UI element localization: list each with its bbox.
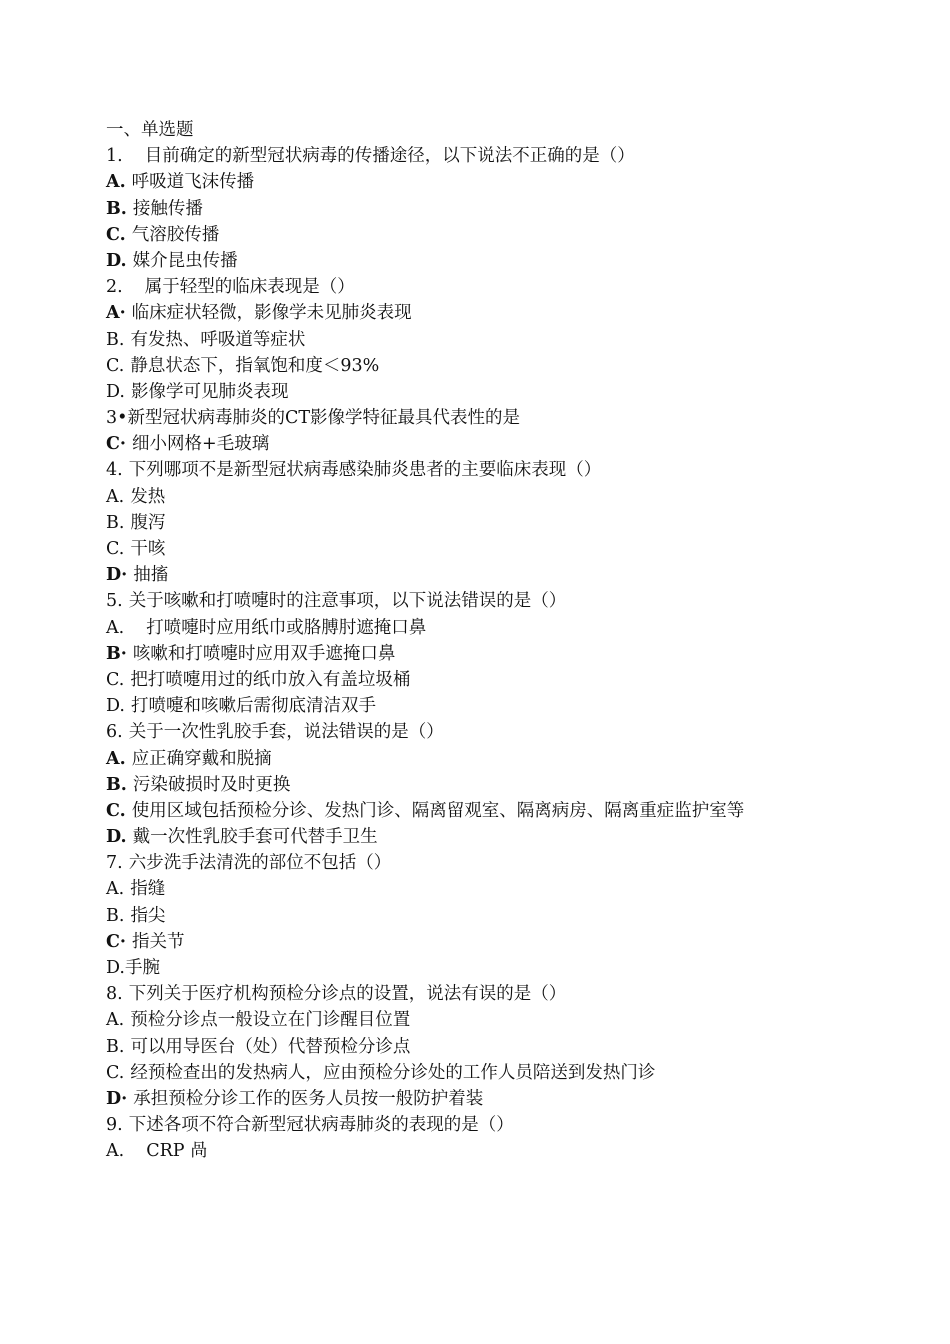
document-line (106, 379, 836, 405)
line-text: 指缝 (130, 879, 166, 900)
question-text: 六步洗手法清洗的部位不包括（） (128, 853, 392, 874)
document-line (106, 248, 836, 274)
line-text: 应正确穿戴和脱摘 (131, 748, 272, 769)
option-marker: A. (106, 748, 126, 769)
line-text: 经预检查出的发热病人，应由预检分诊处的工作人员陪送到发热门诊 (130, 1062, 656, 1083)
document-line (106, 300, 836, 326)
document-line (106, 693, 836, 719)
document-line (106, 903, 836, 929)
document-line (106, 667, 836, 693)
line-text: 临床症状轻微，影像学未见肺炎表现 (131, 303, 412, 324)
line-text: 指关节 (132, 931, 185, 952)
line-text: 干咳 (130, 539, 166, 559)
document-line (106, 955, 836, 981)
question-line (106, 588, 836, 614)
option-marker: A. (106, 617, 125, 638)
line-text: D.手腕 (106, 958, 160, 979)
line-text: 打喷嚏和咳嗽后需彻底清洁双手 (130, 696, 376, 717)
document-line (106, 484, 836, 510)
document-line (106, 615, 836, 641)
line-text: CRP 咼 (146, 1141, 208, 1162)
question-number: 9. (106, 1115, 123, 1136)
question-line (106, 1112, 836, 1138)
question-text: 关于咳嗽和打喷嚏时的注意事项，以下说法错误的是（） (128, 591, 567, 612)
question-number: 4. (106, 460, 123, 481)
line-text: 接触传播 (132, 198, 203, 219)
document-line (106, 405, 836, 431)
line-text: 一、单选题 (106, 120, 194, 140)
option-marker: A. (106, 486, 125, 507)
line-text: 3•新型冠状病毒肺炎的CT影像学特征最具代表性的是 (106, 408, 521, 429)
line-text: 呼吸道飞沫传播 (131, 172, 255, 193)
question-line (106, 850, 836, 876)
document-line (106, 798, 836, 824)
option-marker: B. (106, 1036, 125, 1057)
option-marker: A. (106, 879, 125, 900)
line-text: 媒介昆虫传播 (132, 250, 238, 271)
document-line (106, 117, 836, 143)
question-line (106, 274, 836, 300)
document-line (106, 746, 836, 772)
question-text: 属于轻型的临床表现是（） (144, 277, 355, 298)
question-line (106, 143, 836, 169)
question-number: 7. (106, 853, 123, 874)
document-line (106, 641, 836, 667)
question-line (106, 981, 836, 1007)
option-marker: B. (106, 905, 125, 926)
option-marker: A. (106, 1141, 125, 1162)
option-marker: A. (106, 1010, 125, 1031)
option-marker: C. (106, 1062, 125, 1083)
document-line (106, 1138, 836, 1164)
document-line (106, 1034, 836, 1060)
option-marker: C· (106, 931, 127, 952)
option-marker: D· (106, 565, 128, 586)
line-text: 污染破损时及时更换 (132, 774, 291, 795)
question-text: 下列哪项不是新型冠状病毒感染肺炎患者的主要临床表现（） (128, 460, 602, 481)
option-marker: A. (106, 172, 126, 193)
line-text: 可以用导医台（处）代替预检分诊点 (130, 1036, 411, 1057)
document-line (106, 1007, 836, 1033)
line-text: 气溶胶传播 (131, 224, 220, 245)
option-marker: B. (106, 198, 127, 219)
line-text: 使用区域包括预检分诊、发热门诊、隔离留观室、隔离病房、隔离重症监护室等 (131, 800, 745, 821)
question-number: 6. (106, 722, 123, 743)
option-marker: C. (106, 669, 125, 690)
document-line (106, 929, 836, 955)
document-line (106, 1060, 836, 1086)
question-text: 下列关于医疗机构预检分诊点的设置，说法有误的是（） (128, 984, 567, 1005)
document-body (106, 117, 836, 1165)
document-line (106, 824, 836, 850)
option-marker: D. (106, 696, 125, 717)
line-text: 预检分诊点一般设立在门诊醒目位置 (130, 1010, 411, 1031)
question-number: 1. (106, 146, 123, 167)
line-text: 有发热、呼吸道等症状 (130, 329, 306, 350)
option-marker: D. (106, 381, 125, 402)
document-line (106, 876, 836, 902)
option-marker: D. (106, 250, 127, 271)
question-line (106, 719, 836, 745)
line-text: 咳嗽和打喷嚏时应用双手遮掩口鼻 (132, 643, 396, 664)
option-marker: C· (106, 434, 127, 455)
line-text: 戴一次性乳胶手套可代替手卫生 (132, 827, 378, 848)
line-text: 抽搐 (133, 565, 169, 586)
question-number: 2. (106, 277, 123, 298)
option-marker: D· (106, 1088, 128, 1109)
question-number: 5. (106, 591, 123, 612)
option-marker: D. (106, 827, 127, 848)
line-text: 腹泻 (130, 512, 166, 533)
line-text: 承担预检分诊工作的医务人员按一般防护着装 (133, 1088, 484, 1109)
document-line (106, 222, 836, 248)
option-marker: C. (106, 539, 125, 559)
document-line (106, 1086, 836, 1112)
option-marker: B. (106, 329, 125, 350)
question-text: 关于一次性乳胶手套，说法错误的是（） (128, 722, 444, 743)
line-text: 指尖 (130, 905, 166, 926)
line-text: 发热 (130, 486, 166, 507)
document-line (106, 169, 836, 195)
document-line (106, 772, 836, 798)
document-line (106, 431, 836, 457)
line-text: 把打喷嚏用过的纸巾放入有盖垃圾桶 (130, 669, 411, 690)
option-marker: A· (106, 303, 126, 324)
option-marker: B· (106, 643, 127, 664)
document-line (106, 353, 836, 379)
question-text: 目前确定的新型冠状病毒的传播途径，以下说法不正确的是（） (144, 146, 635, 167)
document-line (106, 327, 836, 353)
option-marker: B. (106, 774, 127, 795)
option-marker: C. (106, 224, 126, 245)
option-marker: C. (106, 355, 125, 376)
document-line (106, 196, 836, 222)
option-marker: B. (106, 512, 125, 533)
line-text: 细小网格+毛玻璃 (132, 434, 270, 455)
option-marker: C. (106, 800, 126, 821)
line-text: 静息状态下，指氧饱和度＜93% (130, 355, 380, 376)
question-number: 8. (106, 984, 123, 1005)
document-line (106, 562, 836, 588)
question-text: 下述各项不符合新型冠状病毒肺炎的表现的是（） (128, 1115, 514, 1136)
document-line (106, 536, 836, 562)
question-line (106, 457, 836, 483)
line-text: 打喷嚏时应用纸巾或胳膊肘遮掩口鼻 (146, 617, 427, 638)
document-line (106, 510, 836, 536)
line-text: 影像学可见肺炎表现 (130, 381, 289, 402)
